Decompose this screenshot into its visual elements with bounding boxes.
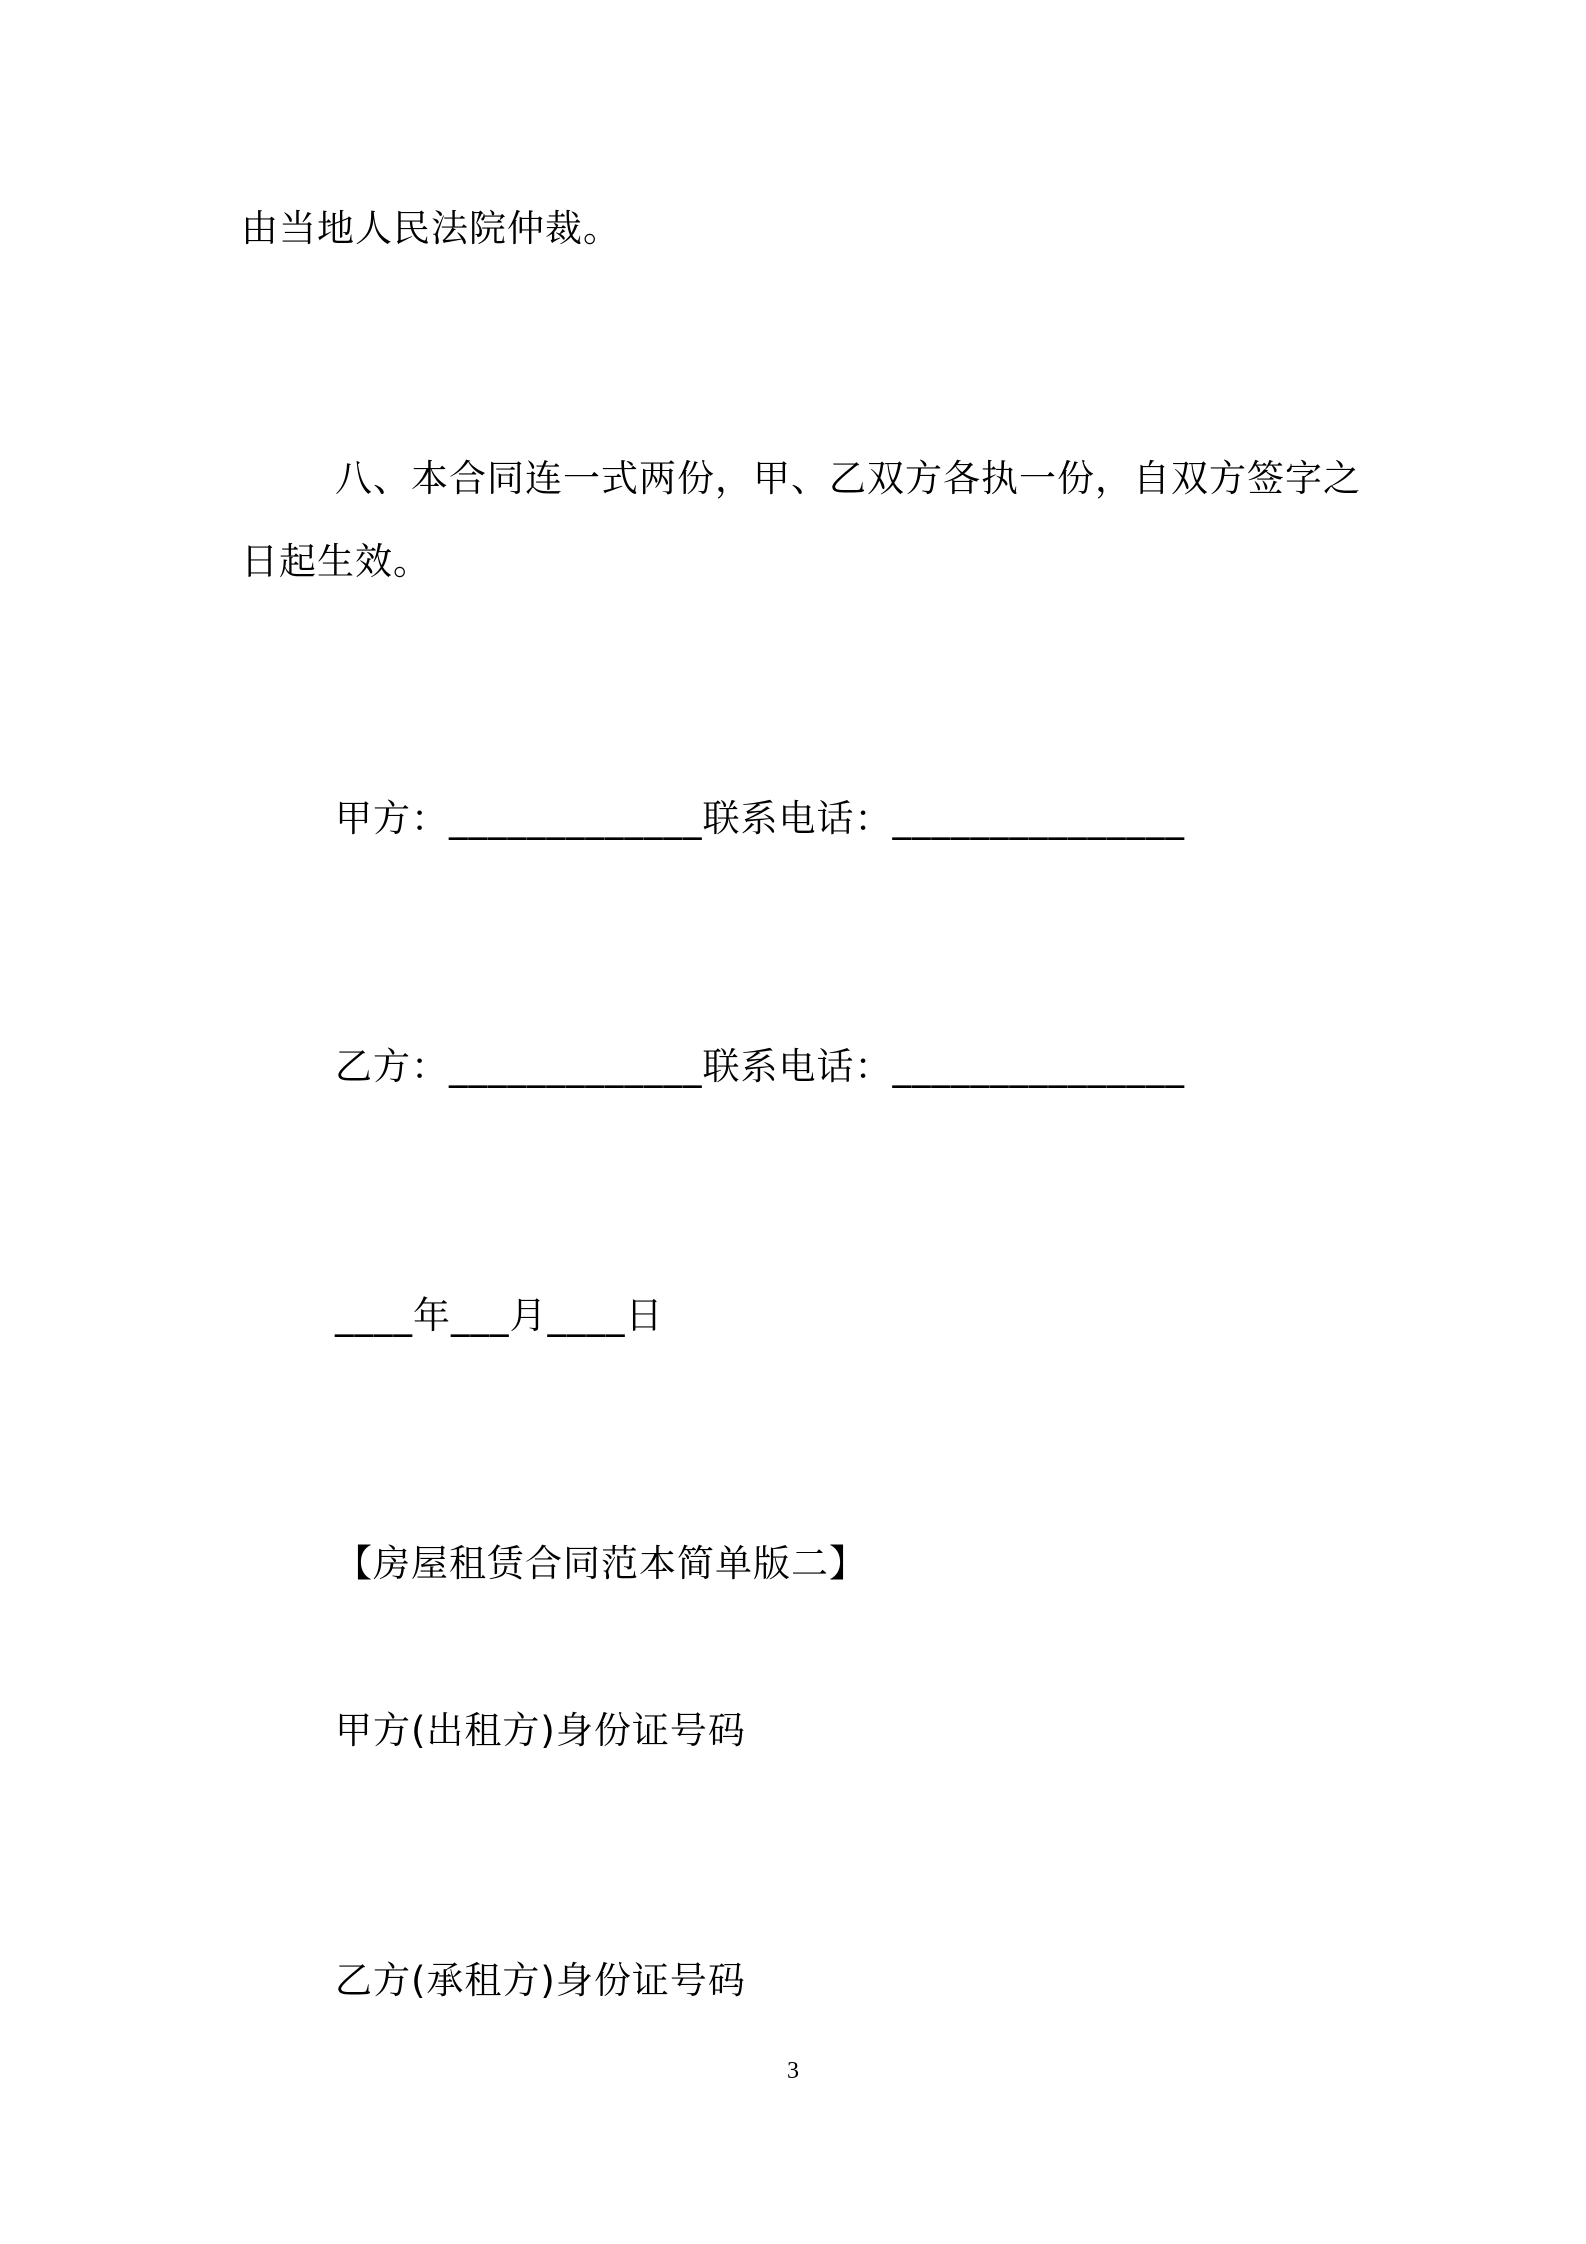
arbitration-clause-end: 由当地人民法院仲裁。: [241, 207, 621, 250]
party-a-signature-line: 甲方：_____________联系电话：_______________: [335, 797, 1185, 840]
party-b-signature-line: 乙方：_____________联系电话：_______________: [335, 1045, 1185, 1088]
clause-eight-line-1: 八、本合同连一式两份，甲、乙双方各执一份，自双方签字之: [335, 457, 1361, 500]
page-number: 3: [787, 2058, 799, 2084]
section-title: 【房屋租赁合同范本简单版二】: [335, 1542, 867, 1585]
date-line: ____年___月____日: [335, 1294, 664, 1337]
party-a-id-line: 甲方(出租方)身份证号码: [335, 1709, 746, 1752]
clause-eight-line-2: 日起生效。: [241, 540, 431, 583]
party-b-id-line: 乙方(承租方)身份证号码: [335, 1959, 746, 2002]
